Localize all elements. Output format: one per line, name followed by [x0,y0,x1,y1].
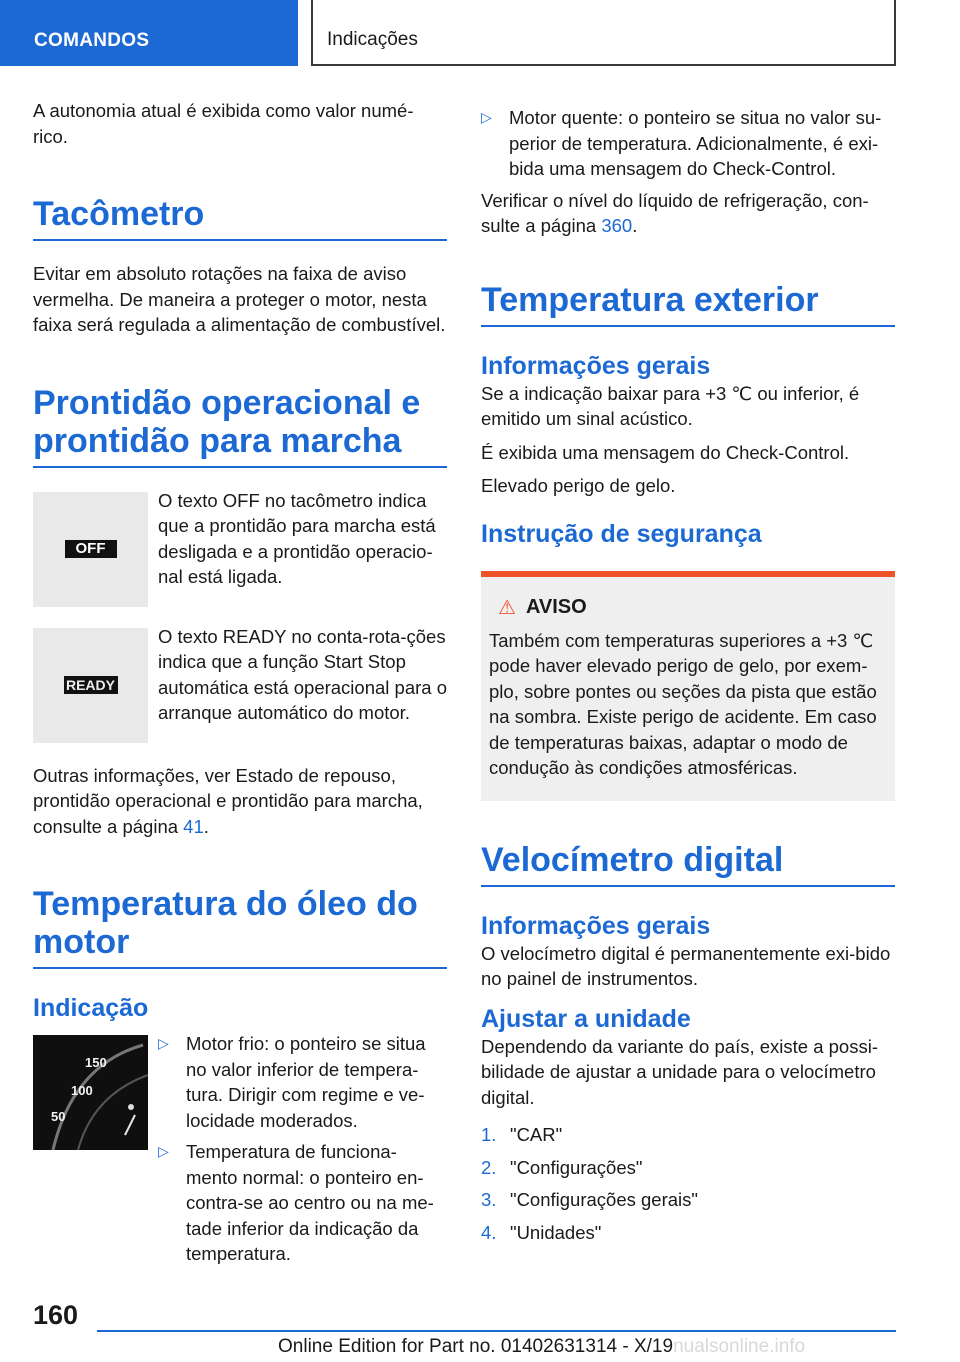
oil-item-cold: Motor frio: o ponteiro se situa no valor inferior de tempera-tura. Dirigir com regime e ve-locidade moderados. [186,1033,426,1131]
list-item [481,105,895,182]
heading-oil-temperature: Temperatura do óleo do motor [33,885,447,969]
header-section-label: COMANDOS [34,30,150,51]
oil-gauge-image [33,1035,148,1150]
off-text: O texto OFF no tacômetro indica que a prontidão para marcha está desligada e a prontidão operacio-nal está ligada. [158,489,436,587]
off-indicator-image [33,492,148,607]
gauge-label-100: 100 [71,1083,93,1098]
step-number: 2. [481,1156,497,1178]
heading-tachometer: Tacômetro [33,195,447,241]
warning-text: Também com temperaturas superiores a +3 ℃ pode haver elevado perigo de gelo, por exem-plo, sobre pontes ou seções da pista que estão na sombra. Existe perigo de acidente. Em caso de temperaturas baixas, adaptar o modo de condução às condições atmosféricas. [489,629,877,778]
heading-digital-speedometer: Velocímetro digital [481,841,895,887]
unit-steps-list [481,1122,895,1245]
heading-exterior-temperature: Temperatura exterior [481,281,895,327]
list-item [481,1122,895,1148]
ready-badge: READY [64,676,118,694]
subheading-adjust-unit: Ajustar a unidade [481,1004,691,1033]
exterior-text-2: É exibida uma mensagem do Check-Control. [481,441,850,463]
oil-figure-row [33,1035,447,1273]
page-number: 160 [33,1300,79,1330]
warning-box [481,571,895,801]
coolant-label: Verificar o nível do líquido de refrigeração, con-sulte a página [481,189,869,236]
oil-status-list [158,1031,447,1273]
list-item [481,1220,895,1246]
step-number: 4. [481,1221,497,1243]
ready-figure-row [33,625,447,743]
step-label: "Configurações gerais" [510,1189,698,1210]
oil-item-normal: Temperatura de funciona-mento normal: o ponteiro en-contra-se ao centro ou na me-tade inferior da indicação da temperatura. [186,1141,434,1264]
oil-status-list-cont [481,105,895,182]
warning-title-row [498,595,887,620]
triangle-bullet-icon: ▷ [158,1035,169,1051]
gauge-label-50: 50 [51,1109,66,1124]
header-section-tab [0,0,298,66]
readiness-more-end: . [203,815,209,837]
coolant-end: . [632,215,638,236]
subheading-speedo-general: Informações gerais [481,911,711,940]
list-item [158,1139,447,1267]
warning-triangle-icon: ⚠ [498,596,516,619]
page-link-41[interactable]: 41 [183,815,204,837]
subheading-safety: Instrução de segurança [481,519,762,548]
tachometer-text: Evitar em absoluto rotações na faixa de aviso vermelha. De maneira a proteger o motor, nesta faixa será regulada a alimentação de combustível. [33,263,446,335]
footer-edition [278,1336,805,1358]
list-item [481,1187,895,1213]
step-label: "CAR" [510,1124,563,1145]
list-item [481,1155,895,1181]
header-title-box [311,0,896,66]
speedo-general-text: O velocímetro digital é permanentemente exi-bido no painel de instrumentos. [481,942,891,989]
oil-item-hot: Motor quente: o ponteiro se situa no valor su-perior de temperatura. Adicionalmente, é exi-bida uma mensagem do Check-Control. [509,107,882,179]
subheading-indication: Indicação [33,994,149,1022]
gauge-label-150: 150 [85,1055,107,1070]
right-column [481,105,895,1252]
footer-watermark: nualsonline.info [673,1336,806,1357]
step-label: "Configurações" [510,1156,643,1178]
heading-readiness: Prontidão operacional e prontidão para marcha [33,384,447,468]
coolant-text [481,188,895,239]
triangle-bullet-icon: ▷ [481,109,492,125]
exterior-text-1: Se a indicação baixar para +3 ℃ ou inferior, é emitido um sinal acústico. [481,382,860,429]
list-item [158,1031,447,1133]
triangle-bullet-icon: ▷ [158,1143,169,1159]
ready-indicator-image [33,628,148,743]
intro-text: A autonomia atual é exibida como valor numé-rico. [33,100,414,147]
footer-edition-text: Online Edition for Part no. 01402631314 - X/19 [278,1336,674,1357]
header-title: Indicações [327,29,418,50]
step-number: 1. [481,1124,497,1145]
footer-divider [97,1330,896,1332]
oil-gauge-graphic [33,1035,148,1150]
off-figure-row [33,489,447,607]
speedo-unit-text: Dependendo da variante do país, existe a possi-bilidade de ajustar a unidade para o velocímetro digital. [481,1035,878,1108]
left-column [33,98,447,1273]
off-badge: OFF [65,540,117,558]
subheading-general-info: Informações gerais [481,351,711,380]
step-number: 3. [481,1189,497,1210]
readiness-more-text [33,763,447,840]
ready-text: O texto READY no conta-rota-ções indica que a função Start Stop automática está operacional para o arranque automático do motor. [158,625,447,723]
readiness-more-label: Outras informações, ver Estado de repouso, prontidão operacional e prontidão para marcha, consulte a página [33,764,423,837]
page-link-360[interactable]: 360 [601,215,633,236]
exterior-text-3: Elevado perigo de gelo. [481,475,676,496]
warning-title: AVISO [525,595,587,618]
step-label: "Unidades" [510,1221,602,1243]
